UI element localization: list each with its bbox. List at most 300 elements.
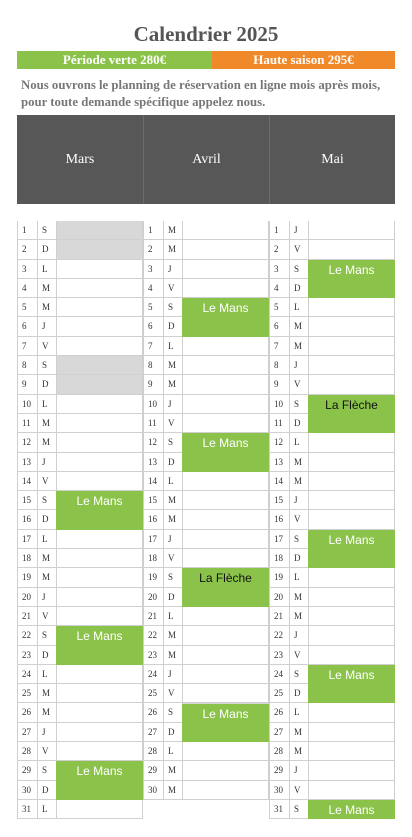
day-number: 6 xyxy=(17,317,37,335)
day-letter: S xyxy=(37,491,56,509)
day-letter: D xyxy=(163,453,182,471)
calendar-day-row[interactable] xyxy=(17,221,143,240)
day-slot[interactable] xyxy=(56,240,143,258)
calendar-day-row[interactable] xyxy=(269,568,395,587)
day-letter: J xyxy=(37,588,56,606)
day-number: 31 xyxy=(269,800,289,818)
booking-block[interactable]: Le Mans xyxy=(56,626,143,665)
day-letter: M xyxy=(37,684,56,702)
day-letter: M xyxy=(37,433,56,451)
month-header-mai: Mai xyxy=(269,115,395,204)
day-letter: S xyxy=(289,530,308,548)
day-letter: M xyxy=(163,491,182,509)
calendar-day-row[interactable] xyxy=(269,453,395,472)
day-slot[interactable] xyxy=(182,491,269,509)
day-slot[interactable] xyxy=(56,665,143,683)
day-slot[interactable] xyxy=(182,260,269,278)
calendar-day-row[interactable] xyxy=(143,665,269,684)
day-letter: J xyxy=(289,356,308,374)
day-slot[interactable] xyxy=(56,433,143,451)
calendar-day-row[interactable] xyxy=(17,279,143,298)
day-number: 20 xyxy=(269,588,289,606)
calendar-day-row[interactable] xyxy=(269,607,395,626)
day-number: 19 xyxy=(269,568,289,586)
day-slot[interactable] xyxy=(56,800,143,818)
booking-block[interactable]: La Flèche xyxy=(182,568,269,607)
day-letter: V xyxy=(37,607,56,625)
day-number: 20 xyxy=(143,588,163,606)
calendar-day-row[interactable] xyxy=(17,723,143,742)
day-letter: L xyxy=(289,568,308,586)
day-letter: M xyxy=(163,356,182,374)
calendar-day-row[interactable] xyxy=(269,723,395,742)
day-letter: M xyxy=(37,568,56,586)
day-letter: D xyxy=(37,375,56,393)
month-column-mars xyxy=(17,221,143,819)
day-number: 8 xyxy=(269,356,289,374)
day-slot[interactable] xyxy=(182,279,269,297)
day-letter: L xyxy=(163,607,182,625)
day-slot[interactable] xyxy=(56,549,143,567)
day-number: 1 xyxy=(269,221,289,239)
day-slot[interactable] xyxy=(308,646,395,664)
day-slot[interactable] xyxy=(182,472,269,490)
day-slot[interactable] xyxy=(182,395,269,413)
day-number: 21 xyxy=(17,607,37,625)
day-letter: D xyxy=(37,646,56,664)
day-slot[interactable] xyxy=(56,260,143,278)
day-number: 25 xyxy=(17,684,37,702)
day-slot[interactable] xyxy=(182,684,269,702)
day-number: 28 xyxy=(269,742,289,760)
day-slot[interactable] xyxy=(308,375,395,393)
day-slot[interactable] xyxy=(308,761,395,779)
calendar-day-row[interactable] xyxy=(269,703,395,722)
calendar-day-row[interactable] xyxy=(269,781,395,800)
day-letter: S xyxy=(289,800,308,818)
day-slot[interactable] xyxy=(56,375,143,393)
day-number: 11 xyxy=(143,414,163,432)
calendar-day-row[interactable] xyxy=(143,240,269,259)
day-slot[interactable] xyxy=(182,221,269,239)
calendar-day-row[interactable] xyxy=(17,260,143,279)
day-letter: D xyxy=(289,279,308,297)
day-letter: V xyxy=(37,472,56,490)
day-slot[interactable] xyxy=(308,240,395,258)
day-slot[interactable] xyxy=(56,221,143,239)
day-slot[interactable] xyxy=(308,453,395,471)
booking-block[interactable]: Le Mans xyxy=(182,433,269,472)
day-slot[interactable] xyxy=(308,337,395,355)
calendar-day-row[interactable] xyxy=(269,472,395,491)
calendar-day-row[interactable] xyxy=(269,626,395,645)
calendar-day-row[interactable] xyxy=(17,800,143,819)
day-number: 9 xyxy=(17,375,37,393)
day-number: 29 xyxy=(269,761,289,779)
calendar-day-row[interactable] xyxy=(17,588,143,607)
day-number: 1 xyxy=(17,221,37,239)
day-letter: J xyxy=(163,665,182,683)
calendar-day-row[interactable] xyxy=(269,742,395,761)
calendar-day-row[interactable] xyxy=(143,781,269,800)
calendar-day-row[interactable] xyxy=(143,279,269,298)
day-slot[interactable] xyxy=(182,414,269,432)
calendar-day-row[interactable] xyxy=(269,491,395,510)
calendar-day-row[interactable] xyxy=(17,337,143,356)
day-number: 30 xyxy=(143,781,163,799)
booking-block[interactable]: La Flèche xyxy=(308,395,395,434)
day-slot[interactable] xyxy=(182,607,269,625)
calendar-day-row[interactable] xyxy=(17,703,143,722)
calendar-day-row[interactable] xyxy=(143,221,269,240)
day-letter: S xyxy=(163,568,182,586)
day-letter: S xyxy=(37,761,56,779)
day-letter: M xyxy=(163,626,182,644)
day-slot[interactable] xyxy=(308,317,395,335)
calendar-day-row[interactable] xyxy=(143,260,269,279)
day-letter: J xyxy=(37,453,56,471)
day-number: 26 xyxy=(269,703,289,721)
day-slot[interactable] xyxy=(308,742,395,760)
booking-block[interactable]: Le Mans xyxy=(182,704,269,743)
day-letter: V xyxy=(289,781,308,799)
day-letter: M xyxy=(163,510,182,528)
day-number: 6 xyxy=(143,317,163,335)
day-letter: D xyxy=(289,549,308,567)
day-letter: M xyxy=(289,472,308,490)
day-number: 19 xyxy=(17,568,37,586)
day-number: 18 xyxy=(143,549,163,567)
booking-block[interactable]: Le Mans xyxy=(308,665,395,704)
day-slot[interactable] xyxy=(308,723,395,741)
day-slot[interactable] xyxy=(182,510,269,528)
day-letter: M xyxy=(289,723,308,741)
day-letter: L xyxy=(37,530,56,548)
day-number: 24 xyxy=(269,665,289,683)
calendar-day-row[interactable] xyxy=(143,761,269,780)
day-number: 25 xyxy=(269,684,289,702)
calendar-day-row[interactable] xyxy=(269,337,395,356)
day-number: 17 xyxy=(17,530,37,548)
day-number: 29 xyxy=(17,761,37,779)
booking-block[interactable]: Le Mans xyxy=(308,530,395,569)
day-slot[interactable] xyxy=(56,684,143,702)
day-slot[interactable] xyxy=(182,781,269,799)
day-letter: S xyxy=(37,356,56,374)
day-number: 11 xyxy=(17,414,37,432)
calendar-day-row[interactable] xyxy=(269,356,395,375)
day-letter: S xyxy=(289,395,308,413)
day-letter: M xyxy=(37,414,56,432)
day-slot[interactable] xyxy=(56,414,143,432)
day-slot[interactable] xyxy=(56,317,143,335)
calendar-day-row[interactable] xyxy=(143,530,269,549)
calendar-day-row[interactable] xyxy=(143,626,269,645)
calendar-day-row[interactable] xyxy=(17,240,143,259)
day-number: 31 xyxy=(17,800,37,818)
calendar-day-row[interactable] xyxy=(17,317,143,336)
day-slot[interactable] xyxy=(308,491,395,509)
calendar-day-row[interactable] xyxy=(143,375,269,394)
booking-block[interactable]: Le Mans xyxy=(308,260,395,299)
day-slot[interactable] xyxy=(308,433,395,451)
calendar-day-row[interactable] xyxy=(143,337,269,356)
month-header-avril: Avril xyxy=(143,115,269,204)
calendar-day-row[interactable] xyxy=(143,549,269,568)
day-slot[interactable] xyxy=(308,568,395,586)
calendar-day-row[interactable] xyxy=(269,510,395,529)
day-slot[interactable] xyxy=(182,356,269,374)
calendar-day-row[interactable] xyxy=(269,221,395,240)
day-letter: D xyxy=(163,588,182,606)
day-slot[interactable] xyxy=(182,761,269,779)
booking-block[interactable]: Le Mans xyxy=(56,761,143,800)
day-letter: D xyxy=(37,781,56,799)
day-number: 21 xyxy=(269,607,289,625)
day-letter: S xyxy=(163,703,182,721)
day-slot[interactable] xyxy=(182,665,269,683)
day-number: 28 xyxy=(17,742,37,760)
day-number: 22 xyxy=(17,626,37,644)
month-column-avril xyxy=(143,221,269,800)
day-number: 8 xyxy=(143,356,163,374)
day-number: 23 xyxy=(17,646,37,664)
day-letter: D xyxy=(37,240,56,258)
day-letter: L xyxy=(163,337,182,355)
day-slot[interactable] xyxy=(308,356,395,374)
day-number: 9 xyxy=(143,375,163,393)
calendar-day-row[interactable] xyxy=(17,356,143,375)
calendar-day-row[interactable] xyxy=(17,472,143,491)
day-number: 21 xyxy=(143,607,163,625)
day-letter: J xyxy=(37,317,56,335)
day-number: 14 xyxy=(143,472,163,490)
day-number: 4 xyxy=(143,279,163,297)
day-letter: S xyxy=(289,260,308,278)
day-letter: L xyxy=(37,800,56,818)
calendar-day-row[interactable] xyxy=(143,491,269,510)
day-letter: M xyxy=(163,761,182,779)
day-letter: M xyxy=(37,279,56,297)
calendar-day-row[interactable] xyxy=(143,472,269,491)
day-slot[interactable] xyxy=(182,337,269,355)
day-number: 14 xyxy=(17,472,37,490)
day-letter: D xyxy=(289,414,308,432)
day-slot[interactable] xyxy=(182,530,269,548)
calendar-day-row[interactable] xyxy=(17,568,143,587)
day-letter: M xyxy=(289,453,308,471)
month-header-mars: Mars xyxy=(65,152,95,167)
day-slot[interactable] xyxy=(56,723,143,741)
day-slot[interactable] xyxy=(182,375,269,393)
calendar-day-row[interactable] xyxy=(269,240,395,259)
day-number: 12 xyxy=(17,433,37,451)
calendar-day-row[interactable] xyxy=(17,298,143,317)
day-number: 23 xyxy=(269,646,289,664)
day-number: 7 xyxy=(143,337,163,355)
day-slot[interactable] xyxy=(56,472,143,490)
day-number: 16 xyxy=(143,510,163,528)
day-slot[interactable] xyxy=(56,298,143,316)
calendar-day-row[interactable] xyxy=(143,742,269,761)
calendar-day-row[interactable] xyxy=(269,298,395,317)
day-slot[interactable] xyxy=(56,703,143,721)
day-number: 12 xyxy=(269,433,289,451)
day-letter: M xyxy=(289,337,308,355)
day-letter: L xyxy=(37,260,56,278)
day-number: 13 xyxy=(17,453,37,471)
day-number: 10 xyxy=(17,395,37,413)
day-number: 22 xyxy=(143,626,163,644)
day-slot[interactable] xyxy=(56,568,143,586)
booking-block[interactable]: Le Mans xyxy=(182,298,269,337)
day-number: 7 xyxy=(17,337,37,355)
day-letter: V xyxy=(37,337,56,355)
day-number: 24 xyxy=(143,665,163,683)
day-number: 20 xyxy=(17,588,37,606)
day-slot[interactable] xyxy=(56,742,143,760)
day-slot[interactable] xyxy=(56,530,143,548)
calendar-day-row[interactable] xyxy=(17,414,143,433)
booking-block[interactable]: Le Mans xyxy=(308,800,395,819)
day-slot[interactable] xyxy=(182,549,269,567)
day-letter: L xyxy=(289,433,308,451)
day-number: 16 xyxy=(269,510,289,528)
legend-high-season: Haute saison 295€ xyxy=(212,51,395,69)
calendar-day-row[interactable] xyxy=(269,761,395,780)
day-letter: V xyxy=(163,549,182,567)
day-slot[interactable] xyxy=(308,221,395,239)
day-slot[interactable] xyxy=(308,703,395,721)
day-number: 12 xyxy=(143,433,163,451)
day-number: 18 xyxy=(269,549,289,567)
day-number: 3 xyxy=(17,260,37,278)
day-slot[interactable] xyxy=(308,298,395,316)
day-slot[interactable] xyxy=(182,240,269,258)
day-number: 15 xyxy=(17,491,37,509)
day-number: 18 xyxy=(17,549,37,567)
booking-block[interactable]: Le Mans xyxy=(56,491,143,530)
calendar-day-row[interactable] xyxy=(269,375,395,394)
day-slot[interactable] xyxy=(182,626,269,644)
day-slot[interactable] xyxy=(308,472,395,490)
calendar-day-row[interactable] xyxy=(17,530,143,549)
calendar-day-row[interactable] xyxy=(143,395,269,414)
day-letter: M xyxy=(163,646,182,664)
day-number: 11 xyxy=(269,414,289,432)
day-slot[interactable] xyxy=(56,337,143,355)
day-letter: L xyxy=(163,742,182,760)
day-number: 29 xyxy=(143,761,163,779)
calendar-day-row[interactable] xyxy=(17,453,143,472)
legend-green-period: Période verte 280€ xyxy=(17,51,212,69)
calendar-day-row[interactable] xyxy=(17,395,143,414)
calendar-day-row[interactable] xyxy=(17,665,143,684)
calendar-day-row[interactable] xyxy=(17,684,143,703)
day-letter: M xyxy=(289,588,308,606)
calendar-day-row[interactable] xyxy=(269,433,395,452)
calendar-day-row[interactable] xyxy=(17,607,143,626)
calendar-day-row[interactable] xyxy=(143,414,269,433)
day-number: 3 xyxy=(269,260,289,278)
day-letter: J xyxy=(163,530,182,548)
day-number: 5 xyxy=(269,298,289,316)
calendar-day-row[interactable] xyxy=(17,742,143,761)
calendar-day-row[interactable] xyxy=(143,607,269,626)
calendar-day-row[interactable] xyxy=(143,646,269,665)
day-letter: S xyxy=(163,433,182,451)
day-slot[interactable] xyxy=(308,510,395,528)
day-slot[interactable] xyxy=(56,453,143,471)
day-number: 26 xyxy=(17,703,37,721)
day-letter: V xyxy=(163,414,182,432)
day-slot[interactable] xyxy=(56,607,143,625)
day-number: 15 xyxy=(269,491,289,509)
calendar-day-row[interactable] xyxy=(17,375,143,394)
day-slot[interactable] xyxy=(182,742,269,760)
calendar-day-row[interactable] xyxy=(269,588,395,607)
calendar-day-row[interactable] xyxy=(143,510,269,529)
calendar-day-row[interactable] xyxy=(143,684,269,703)
day-letter: J xyxy=(289,221,308,239)
calendar-day-row[interactable] xyxy=(17,433,143,452)
day-letter: L xyxy=(289,703,308,721)
day-slot[interactable] xyxy=(56,395,143,413)
day-letter: D xyxy=(37,510,56,528)
day-number: 5 xyxy=(143,298,163,316)
day-slot[interactable] xyxy=(308,607,395,625)
day-letter: M xyxy=(163,221,182,239)
day-number: 16 xyxy=(17,510,37,528)
day-number: 1 xyxy=(143,221,163,239)
day-number: 28 xyxy=(143,742,163,760)
day-slot[interactable] xyxy=(56,279,143,297)
month-header xyxy=(17,115,395,204)
day-letter: D xyxy=(163,723,182,741)
day-number: 22 xyxy=(269,626,289,644)
day-letter: J xyxy=(163,395,182,413)
day-number: 26 xyxy=(143,703,163,721)
day-number: 27 xyxy=(17,723,37,741)
day-letter: D xyxy=(289,684,308,702)
day-slot[interactable] xyxy=(308,781,395,799)
day-number: 9 xyxy=(269,375,289,393)
day-letter: V xyxy=(163,684,182,702)
day-slot[interactable] xyxy=(182,646,269,664)
calendar-day-row[interactable] xyxy=(269,317,395,336)
day-number: 19 xyxy=(143,568,163,586)
day-slot[interactable] xyxy=(56,356,143,374)
day-number: 27 xyxy=(143,723,163,741)
calendar-day-row[interactable] xyxy=(17,549,143,568)
day-number: 2 xyxy=(143,240,163,258)
day-letter: L xyxy=(37,395,56,413)
day-slot[interactable] xyxy=(56,588,143,606)
day-letter: J xyxy=(37,723,56,741)
day-number: 30 xyxy=(17,781,37,799)
day-number: 17 xyxy=(143,530,163,548)
day-slot[interactable] xyxy=(308,588,395,606)
day-letter: M xyxy=(37,298,56,316)
day-slot[interactable] xyxy=(308,626,395,644)
day-letter: V xyxy=(289,510,308,528)
calendar-day-row[interactable] xyxy=(143,356,269,375)
day-letter: V xyxy=(289,375,308,393)
day-number: 3 xyxy=(143,260,163,278)
day-number: 8 xyxy=(17,356,37,374)
calendar-day-row[interactable] xyxy=(269,646,395,665)
day-number: 13 xyxy=(269,453,289,471)
